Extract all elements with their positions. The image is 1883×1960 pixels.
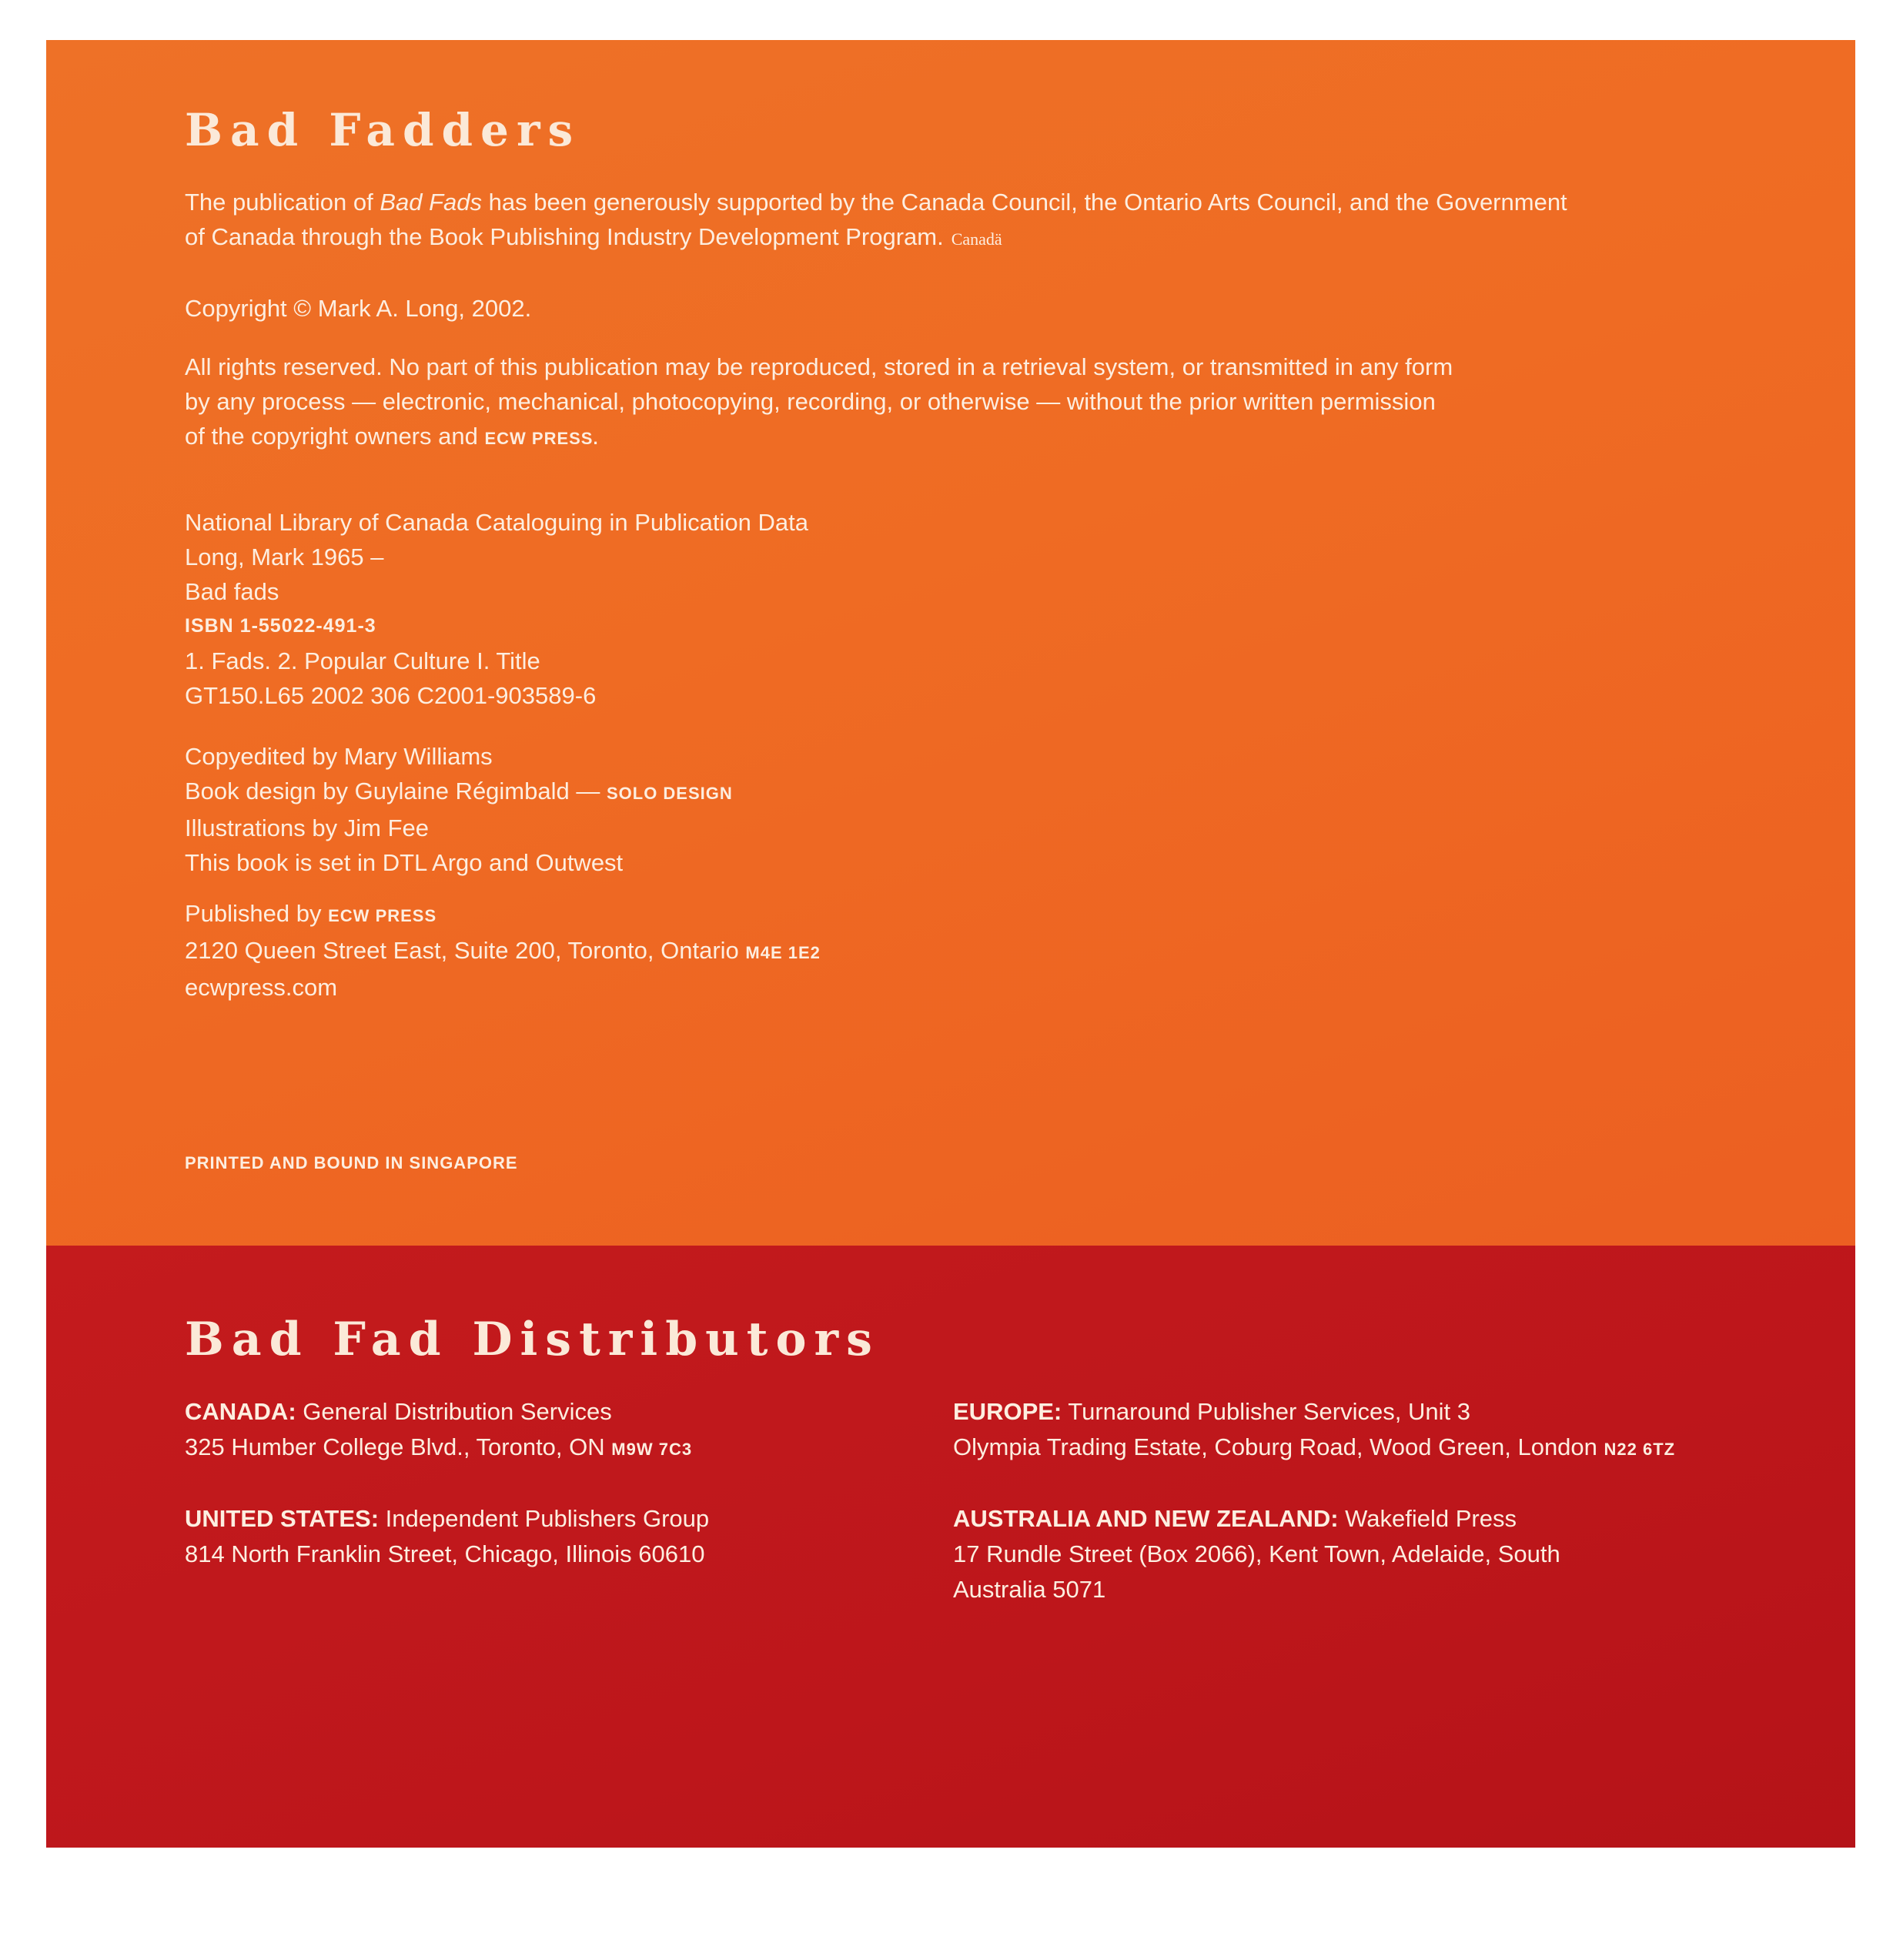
- support-line-1: The publication of Bad Fads has been generously supported by the Canada Council, the Ontario Arts Council, and the Government: [185, 189, 1567, 216]
- ecw-press-mark: ECW PRESS.: [484, 429, 599, 448]
- rights-line-3: of the copyright owners and ECW PRESS.: [185, 423, 599, 450]
- production-credits: [185, 739, 733, 880]
- distributor-australia: AUSTRALIA AND NEW ZEALAND: Wakefield Press 17 Rundle Street (Box 2066), Kent Town, Adelaide, South Australia 5071: [953, 1505, 1560, 1603]
- rights-line-2: by any process — electronic, mechanical, photocopying, recording, or otherwise — without the prior written permission: [185, 388, 1436, 415]
- cataloguing-data: [185, 505, 808, 713]
- canada-wordmark: Canadä: [951, 229, 1002, 249]
- publisher-website: ecwpress.com: [185, 974, 338, 1001]
- rights-statement: [185, 350, 1453, 456]
- credits-panel: [46, 40, 1855, 1246]
- illustration-credit: Illustrations by Jim Fee: [185, 814, 429, 841]
- publisher-line: Published by ECW PRESS: [185, 900, 437, 927]
- design-credit: Book design by Guylaine Régimbald — SOLO DESIGN: [185, 778, 733, 804]
- book-title: Bad Fads: [380, 189, 483, 216]
- cip-author: Long, Mark 1965 –: [185, 544, 384, 570]
- distributor-canada: CANADA: General Distribution Services 325 Humber College Blvd., Toronto, ON M9W 7C3: [185, 1398, 693, 1460]
- publisher-name: ECW PRESS: [328, 906, 437, 925]
- rights-line-1: All rights reserved. No part of this publication may be reproduced, stored in a retrieval system, or transmitted in any form: [185, 353, 1453, 380]
- cip-heading: National Library of Canada Cataloguing in Publication Data: [185, 509, 808, 536]
- distributor-united-states: UNITED STATES: Independent Publishers Group 814 North Franklin Street, Chicago, Illinois 60610: [185, 1505, 710, 1567]
- copyright-notice: Copyright © Mark A. Long, 2002.: [185, 295, 532, 322]
- cip-isbn: ISBN 1-55022-491-3: [185, 615, 376, 637]
- cip-subjects: 1. Fads. 2. Popular Culture I. Title: [185, 647, 540, 674]
- support-line-2: of Canada through the Book Publishing Industry Development Program. Canadä: [185, 223, 1002, 250]
- printed-notice: PRINTED AND BOUND IN SINGAPORE: [185, 1153, 518, 1172]
- distributors-title: Bad Fad Distributors: [185, 1313, 880, 1366]
- design-studio: SOLO DESIGN: [606, 784, 733, 803]
- copyedit-credit: Copyedited by Mary Williams: [185, 743, 493, 770]
- copyright-page: [46, 40, 1855, 1848]
- cip-classification: GT150.L65 2002 306 C2001-903589-6: [185, 682, 597, 709]
- distributor-europe: EUROPE: Turnaround Publisher Services, Unit 3 Olympia Trading Estate, Coburg Road, Wood Green, London N22 6TZ: [953, 1398, 1676, 1460]
- cip-title: Bad fads: [185, 578, 279, 605]
- typeface-credit: This book is set in DTL Argo and Outwest: [185, 849, 624, 876]
- publisher-info: [185, 896, 821, 1005]
- credits-title: Bad Fadders: [185, 104, 581, 156]
- support-statement: [185, 185, 1567, 256]
- distributors-panel: [46, 1246, 1855, 1848]
- publisher-address: 2120 Queen Street East, Suite 200, Toronto, Ontario M4E 1E2: [185, 937, 821, 964]
